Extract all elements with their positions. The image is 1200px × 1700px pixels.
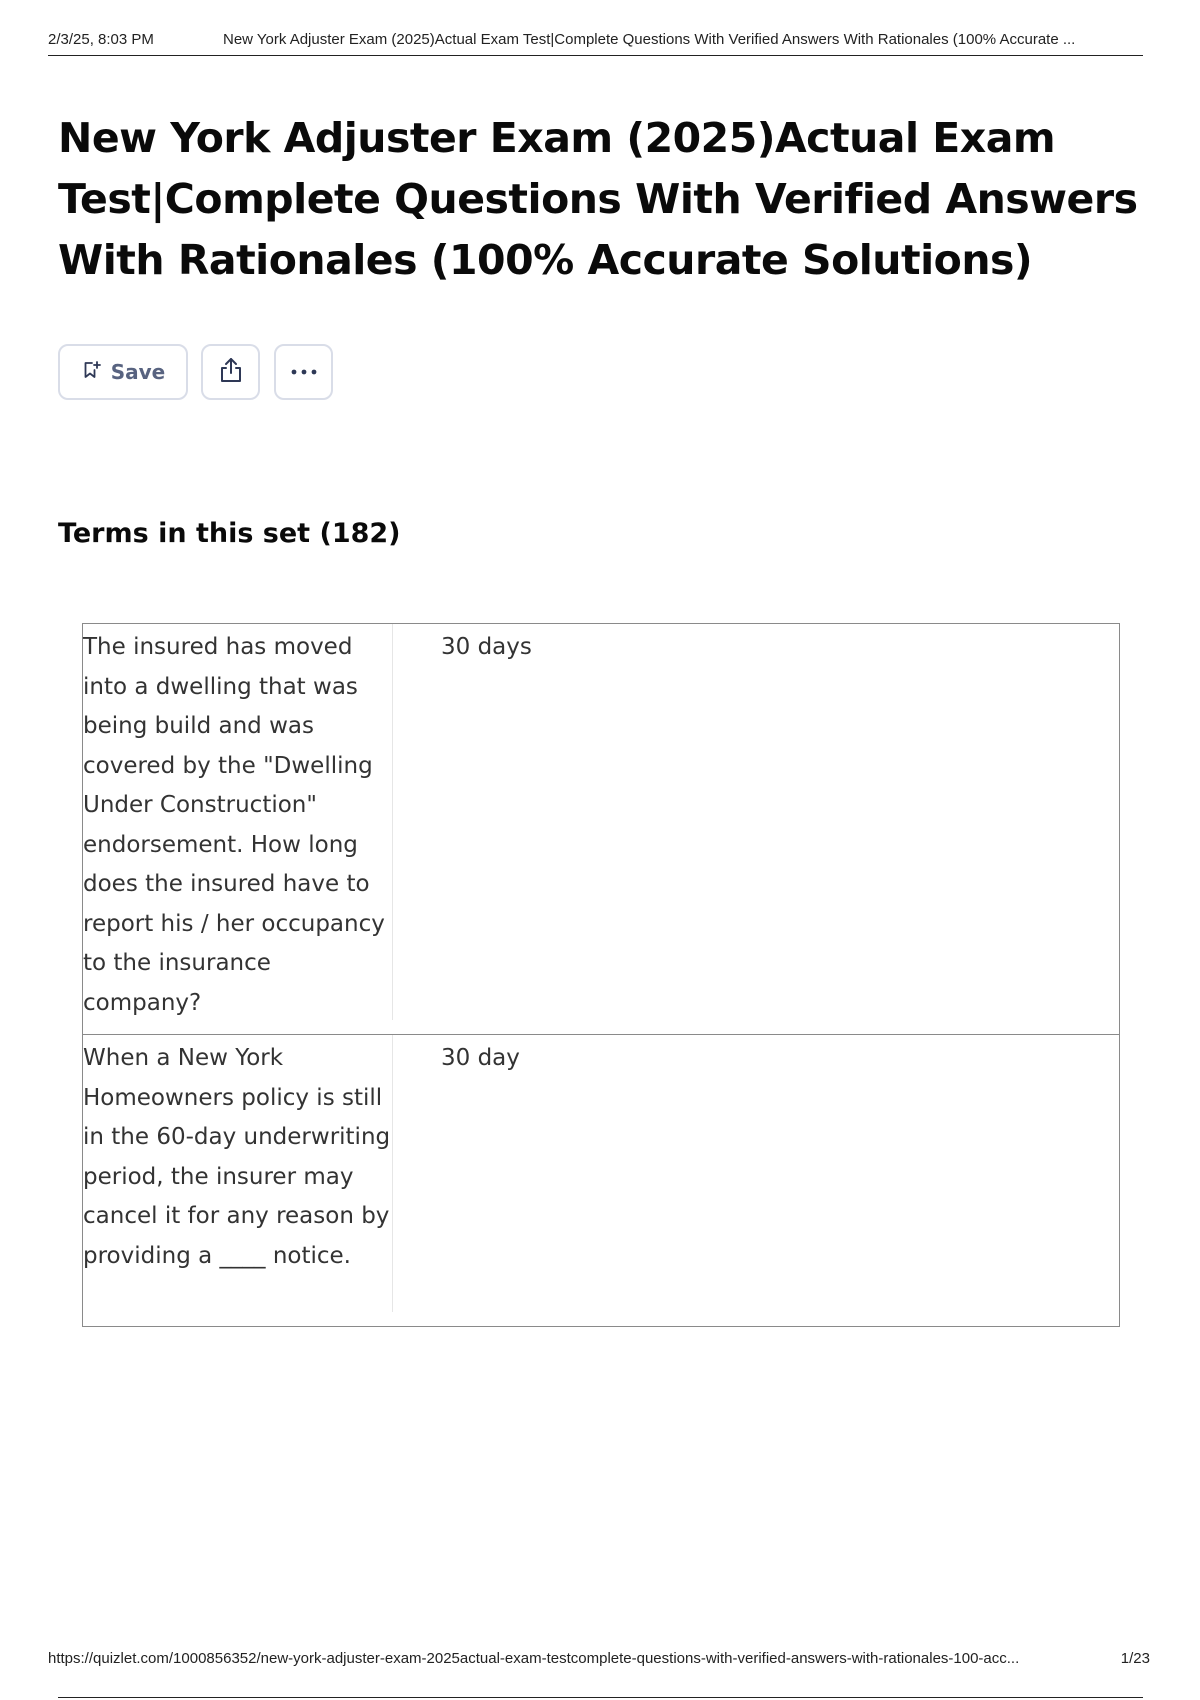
footer-divider (58, 1697, 1143, 1698)
term-answer: 30 day (441, 1045, 520, 1071)
terms-table (82, 623, 1120, 1327)
print-doc-title: New York Adjuster Exam (2025)Actual Exam Test|Complete Questions With Verified Answers With Rationales (100% Accurate ... (223, 31, 1076, 48)
print-page-number: 1/23 (1120, 1650, 1150, 1667)
term-answer: 30 days (441, 634, 532, 660)
more-options-button[interactable] (274, 344, 333, 400)
page-title: New York Adjuster Exam (2025)Actual Exam Test|Complete Questions With Verified Answers With Rationales (100% Accurate Solutions) (58, 114, 1138, 284)
print-header (48, 29, 1143, 56)
term-question: The insured has moved into a dwelling that was being build and was covered by the "Dwelling Under Construction" endorsement. How long does the insured have to report his / her occupancy to the insurance company? (83, 624, 393, 1020)
print-datetime: 2/3/25, 8:03 PM (48, 31, 154, 48)
term-question: When a New York Homeowners policy is still in the 60-day underwriting period, the insurer may cancel it for any reason by providing a ____ notice. (83, 1035, 393, 1312)
term-row (83, 624, 1119, 1034)
bookmark-add-icon (81, 360, 101, 385)
term-row (83, 1034, 1119, 1326)
save-button[interactable] (58, 344, 188, 400)
share-icon (218, 356, 244, 389)
more-horizontal-icon (290, 363, 318, 381)
save-button-label: Save (110, 360, 166, 384)
print-url: https://quizlet.com/1000856352/new-york-adjuster-exam-2025actual-exam-testcomplete-questions-with-verified-answers-with-rationales-100-acc... (48, 1650, 1020, 1667)
share-button[interactable] (201, 344, 260, 400)
terms-count-heading: Terms in this set (182) (58, 518, 401, 549)
